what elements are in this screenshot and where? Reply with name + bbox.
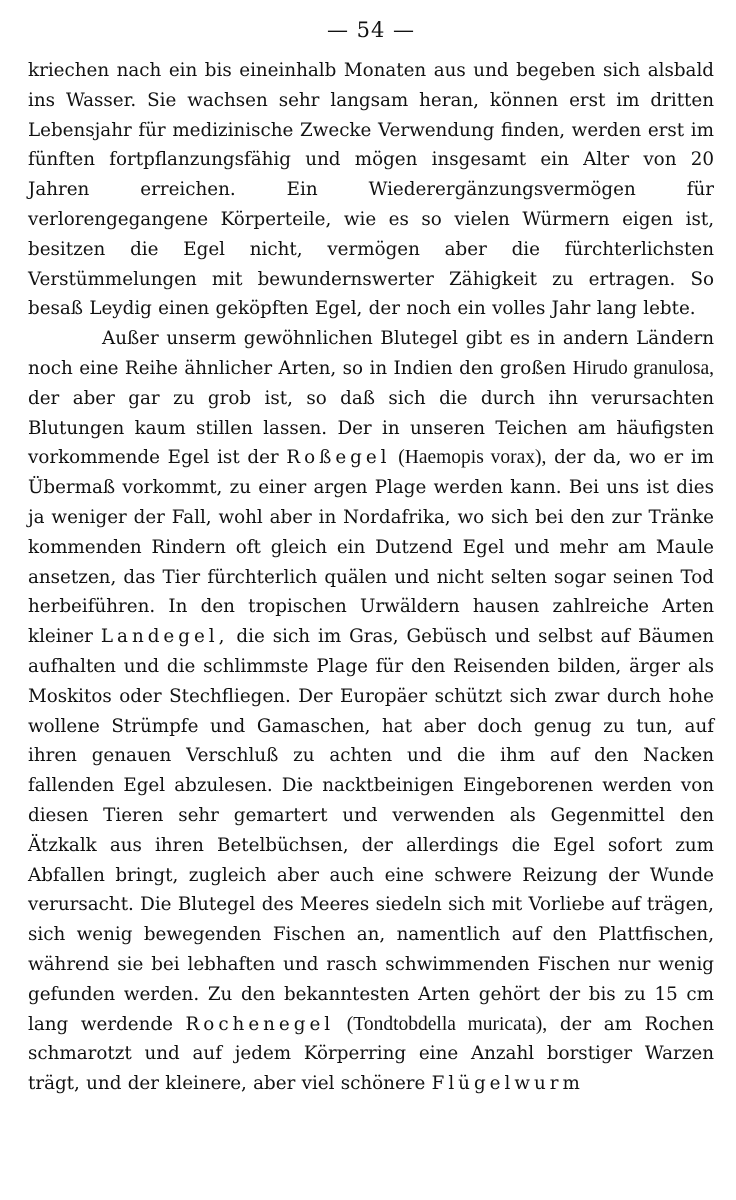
paragraph-2 <box>28 324 714 1099</box>
text-run: die sich im Gras, Gebüsch und selbst auf Bäumen aufhalten und die schlimmste Plage für den Reisenden bilden, ärger als Moskitos oder Stechfliegen. Der Europäer schützt sich zwar durch hohe wollene Strümpfe und Gamaschen, hat aber doch genug zu tun, auf ihren genauen Verschluß zu achten und die ihm auf den Nacken fallenden Egel abzulesen. Die nacktbeinigen Eingeborenen werden von diesen Tieren sehr gemartert und verwenden als Gegenmittel den Ätzkalk aus ihren Betelbüchsen, der allerdings die Egel sofort zum Abfallen bringt, zugleich aber auch eine schwere Reizung der Wunde verursacht. Die Blutegel des Meeres siedeln sich mit Vorliebe auf trägen, sich wenig bewegenden Fischen an, namentlich auf den Plattfischen, während sie bei lebhaften und rasch schwimmenden Fischen nur wenig gefunden werden. Zu den bekanntesten Arten gehört der bis zu 15 cm lang werdende <box>28 626 714 1035</box>
text-run: der am Rochen schmarotzt und auf jedem Körperring eine Anzahl borstiger Warzen trägt, und der kleinere, aber viel schönere <box>28 1013 715 1095</box>
latin-species-name: Hirudo granulosa, <box>572 357 714 379</box>
latin-species-name: (Haemopis vorax), <box>398 447 547 469</box>
text-run <box>334 1014 347 1035</box>
emphasized-term: Landegel, <box>100 626 229 648</box>
paragraph-1 <box>28 56 714 324</box>
latin-species-name: (Tondtobdella muricata), <box>346 1013 548 1035</box>
emphasized-term: Flügelwurm <box>431 1073 584 1095</box>
text-run: der aber gar zu grob ist, so daß sich die durch ihn verursachten Blutungen kaum stillen lassen. Der in unseren Teichen am häufigsten vorkommende Egel ist der <box>28 387 714 469</box>
emphasized-term: Rochenegel <box>185 1013 335 1035</box>
text-run: der da, wo er im Übermaß vorkommt, zu einer argen Plage werden kann. Bei uns ist dies ja weniger der Fall, wohl aber in Nordafrika, wo sich bei den zur Tränke kommenden Rindern oft gleich ein Dutzend Egel und mehr am Maule ansetzen, das Tier fürchterlich quälen und nicht selten sogar seinen Tod herbeiführen. In den tropischen Urwäldern hausen zahlreiche Arten kleiner <box>28 447 715 648</box>
text-run: kriechen nach ein bis eineinhalb Monaten aus und begeben sich alsbald ins Wasser. Sie wachsen sehr langsam heran, können erst im dritten Lebensjahr für medizinische Zwecke Verwendung finden, werden erst im fünften fortpflanzungsfähig und mögen insgesamt ein Alter von 20 Jahren erreichen. Ein Wiederergänzungsvermögen für verlorengegangene Körperteile, wie es so vielen Würmern eigen ist, besitzen die Egel nicht, vermögen aber die fürchterlichsten Verstümmelungen mit bewundernswerter Zähigkeit zu ertragen. So besaß Leydig einen geköpften Egel, der noch ein volles Jahr lang lebte. <box>28 60 714 320</box>
text-run: Außer unserm gewöhnlichen Blutegel gibt es in andern Ländern noch eine Reihe ähnlicher Arten, so in Indien den großen <box>28 328 714 379</box>
page-number: — 54 — <box>326 18 416 42</box>
emphasized-term: Roßegel <box>286 447 391 469</box>
